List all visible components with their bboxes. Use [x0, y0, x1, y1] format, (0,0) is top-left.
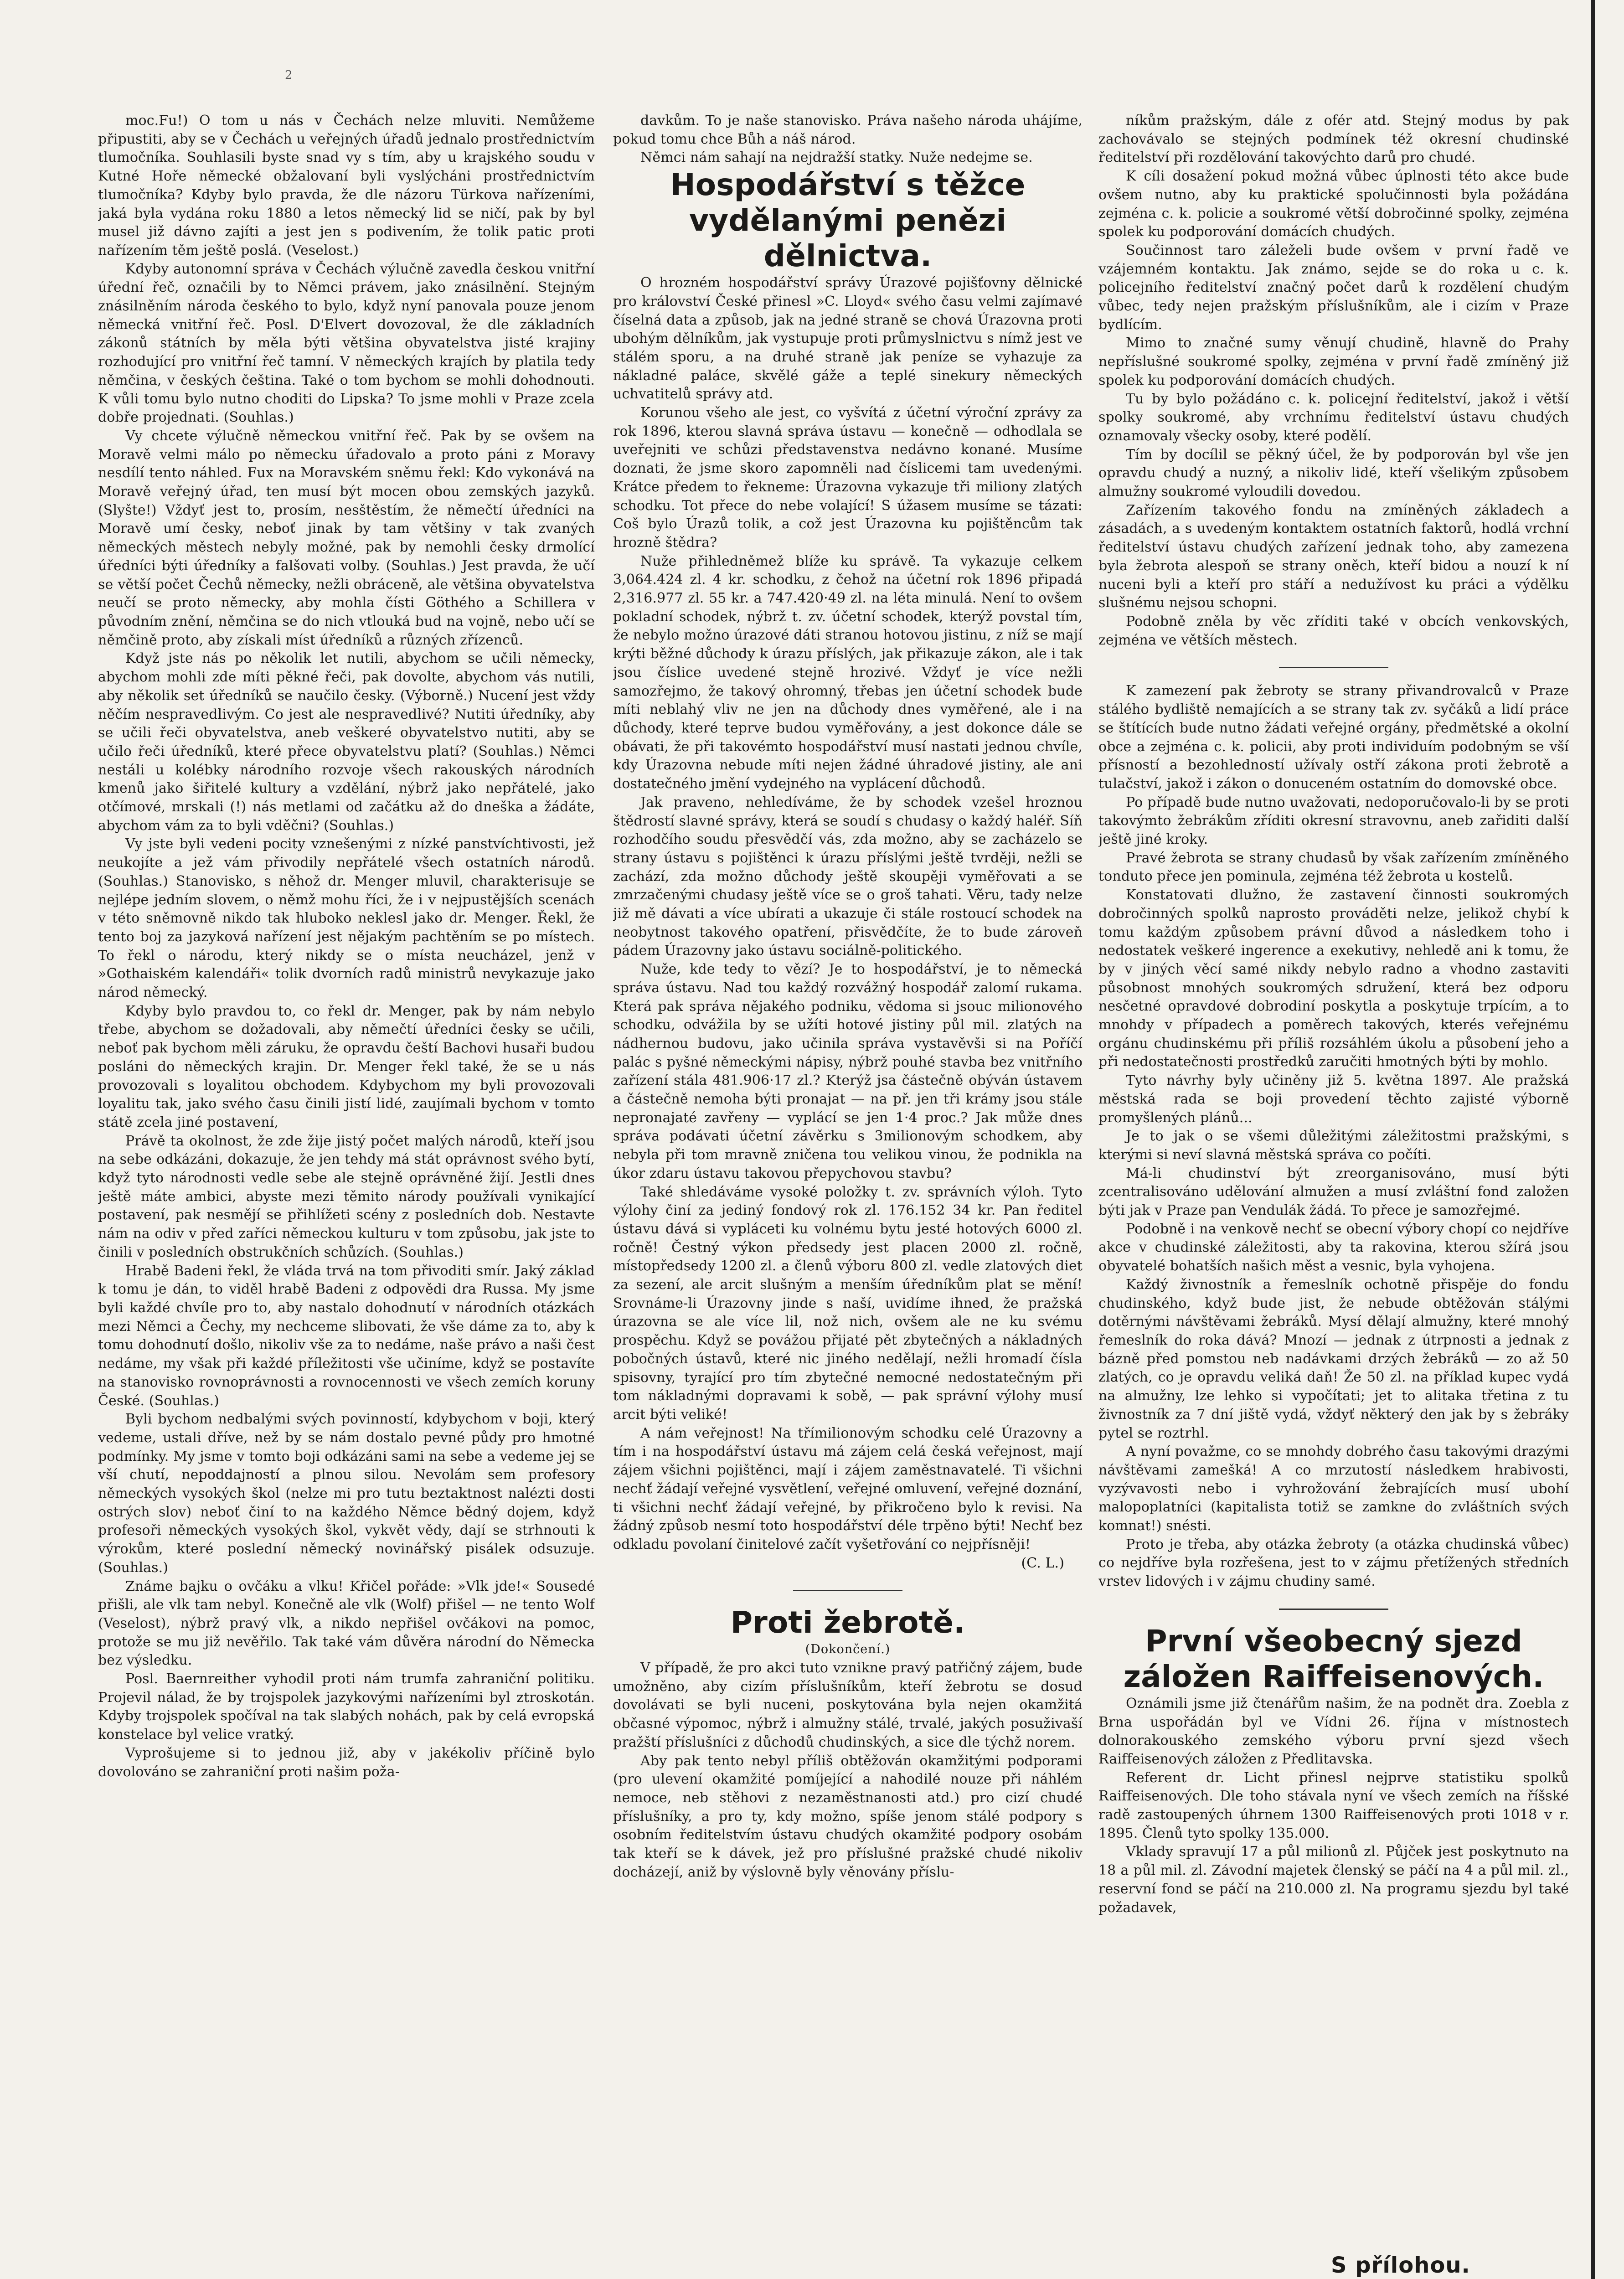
article-headline: Proti žebrotě. [730, 1605, 965, 1640]
paragraph: Také shledáváme vysoké položky t. zv. správních výloh. Tyto výlohy činí za jediný fondový rok zl. 176.152 34 kr. Pan ředitel ústavu dává si vypláceti ku volnému bytu jesté hotových 6000 zl. ročně! Čestný výkon předsedy jest placen 2000 zl. ročně, místopředsedy 1200 zl. a členů výboru 800 zl. vedle zlatových diet za sezení, ale arcit slušným a menším úředníkům plat se mění! Srovnáme-li Úrazovny jinde s naší, uvidíme ihned, že pražská úrazovna se ale více lil, nož nich, ovšem ale ne ku svému prospěchu. Když se povážou přijaté pět zbytečných a nákladných pobočných ústavů, které nic jiného nedělají, nežli hromadí čísla spisovny, tyrající pro tím zbytečné nemocné nedostatečným při tom nákladnými dopravami k sobě, — pak správní výlohy musí arcit býti veliké! [613, 1184, 1083, 1423]
paragraph: Mimo to značné sumy věnují chudině, hlavně do Prahy nepříslušné soukromé spolky, zejména v první řadě zmíněný již spolek ku podporování domácích chudých. [1098, 335, 1569, 388]
paragraph: Právě ta okolnost, že zde žije jistý počet malých národů, kteří jsou na sebe odkázáni, dokazuje, že jen tehdy má stát oprávnost svého bytí, když tyto národnosti vedle sebe ale stejně oprávněné žijí. Jestli dnes ještě máte ambici, abyste mezi těmito národy používali vynikající postavení, pak nesmějí se přihlížeti scény z posledních dob. Nestavte nám na odiv v před zaříci německou kulturu v tom způsobu, jak jste to činili v posledních obstrukčních schůzích. (Souhlas.) [98, 1133, 595, 1260]
article-signature: (C. L.) [1021, 1555, 1064, 1571]
paragraph: davkům. To je naše stanovisko. Práva našeho národa uhájíme, pokud tomu chce Bůh a náš národ. [613, 113, 1083, 147]
paragraph: Známe bajku o ovčáku a vlku! Křičel pořáde: »Vlk jde!« Sousedé přišli, ale vlk tam nebyl. Konečně ale vlk (Wolf) přišel — ne tento Wolf (Veselost), nýbrž pravý vlk, a nikdo nepřišel ovčákovi na pomoc, protože se mu již nevěřilo. Tak také vám důvěra národní do Německa bez výsledku. [98, 1578, 595, 1669]
paragraph: Tyto návrhy byly učiněny již 5. května 1897. Ale pražská městská rada se boji provedení těchto zajisté výborně promyšlených plánů... [1098, 1072, 1569, 1126]
paragraph: K cíli dosažení pokud možná vůbec úplnosti této akce bude ovšem nutno, aby ku praktické spolučinnosti byla požádána zejména c. k. policie a soukromé větší dobročinné spolky, zejména spolek ku podporování domácích chudých. [1098, 168, 1569, 240]
paragraph: Vyprošujeme si to jednou již, aby v jakékoliv příčině bylo dovolováno se zahraniční proti našim poža- [98, 1745, 595, 1780]
section-divider [1279, 1609, 1388, 1610]
paragraph: Součinnost taro záleželi bude ovšem v první řadě ve vzájemném kontaktu. Jak známo, sejde se do roka u c. k. policejního ředitelství značný počet darů k rozdělení chudým vůbec, tedy nejen pražským příslušníkům, ale i cizím v Praze bydlícím. [1098, 242, 1569, 333]
paragraph: Vy jste byli vedeni pocity vznešenými z nízké panstvíchtivosti, jež neukojíte a jež vám přivodily nepřátelé všech ostatních národů. (Souhlas.) Stanovisko, s něhož dr. Menger mluvil, charakterisuje se nejlépe jedním slovem, o němž mohu říci, že i v nejpustějších scenách v této sněmovně nikdo tak hluboko neklesl jako dr. Menger. Řekl, že tento boj za jazyková nařízení jest nějakým pachtěním se po místech. To řekl o národu, který nikdy se o místa neucházel, jenž v »Gothaiském kalendáři« tolik dvorních radů ministrů nevykazuje jako národ německý. [98, 836, 595, 1001]
paragraph: Pravé žebrota se strany chudasů by však zařízením zmíněného tonduto přece jen pominula, zejména též žebrota u kostelů. [1098, 850, 1569, 885]
paragraph: Každý živnostník a řemeslník ochotně přispěje do fondu chudinského, když bude jist, že nebude obtěžován stálými dotěrnými návštěvami žebráků. Mysí dělají almužny, které mnohý řemeslník do roka dává? Mnozí — jednak z útrpnosti a jednak z bázně před pomstou neb nadávkami drzých žebráků — zo až 50 zlatých, co je opravdu veliká daň! Že 50 zl. na příklad kupec vydá na almužny, lze lehko si vypočítati; jet to alitaka třetina z tu živnostník za 7 dní jiště vydá, vždyť některý den jak by s žebráky pytel se roztrhl. [1098, 1276, 1569, 1441]
paragraph: Vy chcete výlučně německou vnitřní řeč. Pak by se ovšem na Moravě velmi málo po německu úřadovalo a proto páni z Moravy nesdílí tento náhled. Fux na Moravském sněmu řekl: Kdo vykonává na Moravě veřejný úřad, ten musí být mocen obou zemských jazyků. (Slyšte!) Vždyť jest to, prosím, nesštěstím, že němečtí úředníci na Moravě umí česky, neboť jinak by tam většiny v tak zvaných německých městech nebyly možné, pak by nemohli česky drmolící úředníci býti úředníky a falšovati volby. (Souhlas.) Jest pravda, že učí se větší počet Čechů německy, nežli obráceně, ale většina obyvatelstva neučí se proto německy, aby mohla čísti Göthého a Schillera v původním znění, němčina se do nich vtlouká bud na vojně, nebo učí se němčině proto, aby získali míst úředníků a různých zřízenců. [98, 428, 595, 648]
paragraph: Konstatovati dlužno, že zastavení činnosti soukromých dobročinných spolků naprosto prováděti nelze, jelikož chybí k tomu každým způsobem právní důvod a následkem toho i nedostatek veškeré ingerence a exekutivy, nehledě ani k tomu, že by v jiných věcí samé nikdy nebylo radno a vhodno zastaviti působnost mnohých soukromých sdružení, která bez odporu nesčetné opravdové dobrodiní poskytla a poskytuje trpícím, a to mnohdy v případech a poměrech takových, kterés veřejnému orgánu chudinskému při příliš rozsáhlém úkolu a působení jeho a při nedostatečnosti prostředků zaručiti hmotných býti by mohlo. [1098, 887, 1569, 1070]
paragraph: moc.Fu!) O tom u nás v Čechách nelze mluviti. Nemůžeme připustiti, aby se v Čechách u veřejných úřadů jednalo prostřednictvím tlumočníka. Souhlasili byste snad vy s tím, aby u krajského soudu v Kutné Hoře německé obžalovaní byli vyslýcháni prostřednictvím tlumočníka? Kdyby bylo pravda, že dle názoru Türkova nařízeními, jaká byla vydána roku 1880 a letos německý lid se ničí, pak by byl musel již dávno zajíti a jest jen s podivením, že tolik patic proti nařízením těm ještě poslá. (Veselost.) [98, 113, 595, 258]
paragraph: Aby pak tento nebyl příliš obtěžován okamžitými podporami (pro ulevení okamžité pomíjející a nahodilé nouze při náhlém nemoce, neb stěhovi z nezaměstnanosti atd.) pro cizí chudé příslušníky, a pro ty, kdy možno, spíše jenom stálé podpory s osobním ředitelstvím ústavu chudých okamžité podpory osobám tak kteří se k dávek, jež pro příslušné pražské chudé nikoliv docházejí, aniž by výslovně byly věnovány příslu- [613, 1753, 1083, 1880]
paragraph: Podobně i na venkově nechť se obecní výbory chopí co nejdříve akce v chudinské záležitosti, aby ta rakovina, kterou sžírá jsou obyvatelé bohatších našich měst a vesnic, byla vyhojena. [1098, 1221, 1569, 1274]
paragraph: Hrabě Badeni řekl, že vláda trvá na tom přivoditi smír. Jaký základ k tomu je dán, to viděl hrabě Badeni z odpovědi dra Russa. My jsme byli každé chvíle pro to, aby nastalo dohodnutí v národních otázkách mezi Němci a Čechy, my nechceme slibovati, že vše dáme za to, aby k tomu dohodnutí došlo, nikoliv vše za to nedáme, naše právo a naši čest nedáme, my však při každé příležitosti vše učiníme, když se postavíte na stanovisko rovnoprávnosti a rovnocennosti ve všech zemích koruny České. (Souhlas.) [98, 1263, 595, 1409]
paragraph: níkům pražským, dále z ofér atd. Stejný modus by pak zachovávalo se stejných podmínek též okresní chudinské ředitelství při rozdělování takovýchto darů pro chudé. [1098, 113, 1569, 166]
paragraph: A nám veřejnost! Na třímilionovým schodku celé Úrazovny a tím i na hospodářství ústavu má zájem celá česká veřejnost, mají zájem všichni pojištěnci, mají i zájem zaměstnavatelé. Ti všichni nechť žádají veřejné vysvětlení, veřejné omluvení, veřejné doznání, ti všichni nechť žádají veřejné, by přikročeno bylo k revisi. Na žádný způsob nesmí toto hospodářství déle trpěno býti! Nechť bez odkladu povolaní činitelové začít vyšetřování co nejpřísněji! [613, 1425, 1083, 1552]
column-1 [98, 112, 595, 2204]
paragraph: Jak praveno, nehledíváme, že by schodek vzešel hroznou štědrostí slavné správy, která se soudí s chudasy o každý haléř. Síň rozhodčího soudu přesvědčí vás, zda možno, aby se zacházelo se strany ústavu s pojištěnci k úrazu příslými ještě tvrději, nežli se zachází, zda možno důchody ještě skoupěji vyměřovati a se zmrzačenými chudasy ještě více se o groš tahati. Věru, tady nelze již mě dávati a více ubírati a ukazuje či stále rostoucí schodek na neobytnost takového opatření, přisvědčíte, že to bude zároveň pádem Úrazovny jako ústavu sociálně-politického. [613, 794, 1083, 959]
paragraph: Má-li chudinství být zreorganisováno, musí býti zcentralisováno udělování almužen a musí zvláštní fond založen býti jak v Praze pan Vendulák žádá. To přece je samozřejmé. [1098, 1165, 1569, 1219]
paragraph: K zamezení pak žebroty se strany přivandrovalců v Praze stálého bydliště nemajících a se strany tak zv. syčáků a lidí práce se štítících bude nutno žádati veřejné orgány, předmětské a okolní obce a zejména c. k. policii, aby proti individuím podobným se vší přísností a bezohledností užívaly ostří zákona proti žebrotě a tulačství, jakož i zákon o donuceném ostatním do domovské obce. [1098, 683, 1569, 792]
paragraph: Je to jak o se všemi důležitými záležitostmi pražskými, s kterými si neví slavná městská správa co počíti. [1098, 1128, 1569, 1163]
paragraph: Zařízením takového fondu na zmíněných základech a zásadách, a s uvedeným kontaktem ostatních faktorů, hodlá vrchní ředitelství ústavu chudých zařízení jednak toho, aby zamezena byla žebrota alespoň se strany oněch, kteří bidou a nouzí k ní nuceni byli a kteří pro stáří a nedužívost ku práci a výdělku slušnému nejsou schopni. [1098, 502, 1569, 611]
paragraph: Tu by bylo požádáno c. k. policejní ředitelství, jakož i větší spolky soukromé, aby vrchnímu ředitelství ústavu chudých oznamovaly všecky osoby, které podělí. [1098, 391, 1569, 444]
paragraph: Vklady spravují 17 a půl milionů zl. Půjček jest poskytnuto na 18 a půl mil. zl. Závodní majetek členský se páčí na 4 a půl mil. zl., reservní fond se páčí na 210.000 zl. Na programu sjezdu byl také požadavek, [1098, 1844, 1569, 1916]
supplement-note: S přílohou. [1331, 2253, 1470, 2278]
paragraph: Byli bychom nedbalými svých povinností, kdybychom v boji, který vedeme, ustali dříve, než by se nám dostalo pevné půdy pro hmotné podmínky. My jsme v tomto boji odkázáni sami na sebe a vedeme jej se vší chutí, nepoddajností a plnou silou. Nevolám sem profesory německých vysokých škol (nelze mi pro tutu beztaktnost nalézti dosti ostrých slov) neboť činí to na každého Němce bědný dojem, když profesoři německých vysokých škol, vykvět vědy, dají se strhnouti k výrokům, které poslední německý novinářský pisálek odsuzuje. (Souhlas.) [98, 1411, 595, 1576]
paragraph: Kdyby autonomní správa v Čechách výlučně zavedla českou vnitřní úřední řeč, označili by to Němci právem, jako znásilnění. Stejným znásilněním národa českého to bylo, když nyní panovala pouze jenom německá vnitřní řeč. Posl. D'Elvert dovozoval, že dle základních zákonů státních by měla býti většina obyvatelstva jisté krajiny rozhodující pro vnitřní řeč tamní. V německých krajích by platila tedy němčina, v českých čeština. Také o tom bychom se mohli dohodnouti. K vůli tomu bylo nutno choditi do Lipska? To jsme mohli v Praze zcela dobře projednati. (Souhlas.) [98, 261, 595, 426]
section-divider [1279, 667, 1388, 668]
column-2 [613, 112, 1083, 2279]
paragraph: Podobně zněla by věc zříditi také v obcích venkovských, zejména ve větších městech. [1098, 613, 1569, 648]
paragraph: Referent dr. Licht přinesl nejprve statistiku spolků Raiffeisenových. Dle toho stávala nyní ve všech zemích na říšské radě zastoupených úhrnem 1300 Raiffeisenových proti 1018 v r. 1895. Členů tyto spolky 135.000. [1098, 1769, 1569, 1841]
paragraph: Proto je třeba, aby otázka žebroty (a otázka chudinská vůbec) co nejdříve byla rozřešena, jest to v zájmu přetížených středních vrstev lidových i v zájmu chudiny samé. [1098, 1536, 1569, 1590]
page-edge-rule [1591, 0, 1595, 2279]
section-divider [793, 1590, 902, 1591]
article-headline: Hospodářství s těžce vydělanými penězi dělnictva. [670, 167, 1026, 274]
paragraph: Korunou všeho ale jest, co vyšvítá z účetní výroční zprávy za rok 1896, kterou slavná správa ústavu — konečně — odhodlala se uveřejniti ve schůzi představenstva nedávno konané. Musíme doznati, že jsme skoro zapomněli nad číslicemi tam uvedenými. Krátce předem to řekneme: Úrazovna vykazuje tři miliony zlatých schodku. Tot přece do nebe volající! S úžasem musíme se tázati: Coš bylo Úrazů tolik, a což jest Úrazovna ku pojištěncům tak hrozně štědra? [613, 405, 1083, 551]
paragraph: Po případě bude nutno uvažovati, nedoporučovalo-li by se proti takovýmto žebrákům zříditi okresní stravovnu, aneb zařiditi další ještě jiné kroky. [1098, 794, 1569, 848]
page-folio: 2 [285, 68, 293, 82]
paragraph: O hrozném hospodářství správy Úrazové pojišťovny dělnické pro království České přinesl »C. Lloyd« svého času velmi zajímavé číselná data a způsob, jak na jedné straně se chová Úrazovna proti ubohým dělníkům, jak vystupuje proti průmyslnictvu s nímž jest ve stálém sporu, a na druhé straně jak peníze se vyhazuje za nákladné paláce, skvělé gáže a teplé sinekury německých uchvatitelů správy atd. [613, 275, 1083, 402]
article-subheading: (Dokončení.) [805, 1642, 891, 1657]
paragraph: Oznámili jsme již čtenářům našim, že na podnět dra. Zoebla z Brna uspořádán byl ve Vídni 26. října v místnostech dolnorakouského zemského výboru první sjezd všech Raiffeisenových záložen z Předlitavska. [1098, 1695, 1569, 1767]
paragraph: Když jste nás po několik let nutili, abychom se učili německy, abychom mohli zde míti pěkné řeči, pak dovolte, abychom vás nutili, aby několik set úředníků se naučilo česky. (Výborně.) Nucení jest vždy něčím nespravedlivým. Co jest ale nespravedlivé? Nutiti úředníky, aby se učili řeči obyvatelstva, aneb veškeré obyvatelstvo nutiti, aby se učilo řeči úředníků, které přece obyvatelstvu platí? (Souhlas.) Němci nestáli u kolébky národního rozvoje všech rakouských národních kmenů jako šiřitelé kultury a vzdělání, nýbrž jako nepřátelé, jako otčímové, mrskali (!) nás metlami od začátku až do dneška a žádáte, abychom vám za to byli vděčni? (Souhlas.) [98, 650, 595, 834]
paragraph: Kdyby bylo pravdou to, co řekl dr. Menger, pak by nám nebylo třebe, abychom se dožadovali, aby němečtí úředníci česky se učili, neboť pak bychom měli záruku, že opravdu čeští Bachovi husaři budou posláni do německých krajin. Dr. Menger řekl také, že se u nás provozovali s loyalitou obchodem. Kdybychom my byli provozovali loyalitu tak, jako svého času činili jistí lidé, zaujímali bychom v tomto státě zcela jiné postavení, [98, 1003, 595, 1130]
article-headline: První všeobecný sjezd záložen Raiffeisenových. [1123, 1623, 1544, 1694]
paragraph: V případě, že pro akci tuto vznikne pravý patřičný zájem, bude umožněno, aby cizím příslušníkům, kteří žebrotu se dosud dovolávati se byli nuceni, poskytována byla nejen okamžitá občasné výpomoc, nýbrž i almužny stálé, trvalé, jakých posuživaší pražští příslušníci z důchodů chudinských, a sice dle týchž norem. [613, 1660, 1083, 1750]
paragraph: Němci nám sahají na nejdražší statky. Nuže nedejme se. [640, 150, 1033, 166]
paragraph: Nuže, kde tedy to vězí? Je to hospodářství, je to německá správa ústavu. Nad tou každý rozvážný hospodář zalomí rukama. Která pak správa nějakého podniku, vědoma si jsouc milionového schodku, odvážila by se užíti hotové jistiny půl mil. zlatých na nádhernou budovu, jako učinila správa vystavěvši si na Poříčí palác s pyšné německými nápisy, nýbrž pouhé stavba bez vnitřního zařízení stála 481.906·17 zl.? Kterýž jsa částečně obýván ústavem a částečně nemoha býti pronajat — na př. jen tři krámy jsou stále nepronajaté zavřeny — vyplácí se jen 1·4 proc.? Jak může dnes správa podávati účetní závěrku s 3milionovým schodkem, aby nebyla při tom mravně zničena tou velikou vinou, že podnikla na úkor zdaru ústavu takovou přepychovou stavbu? [613, 961, 1083, 1181]
column-3 [1098, 112, 1569, 2252]
paragraph: A nyní považme, co se mnohdy dobrého času takovými drazými návštěvami zamešká! A co mrzutostí následkem hrabivosti, vyzývavosti nebo i vyhrožování žebrajících musí ubohí malopoplatníci (kapitalista totiž se zamkne do zvláštních svých komnat!) snésti. [1098, 1444, 1569, 1534]
paragraph: Nuže přihledněmež blíže ku správě. Ta vykazuje celkem 3,064.424 zl. 4 kr. schodku, z čehož na účetní rok 1896 připadá 2,316.977 zl. 55 kr. a 747.420·49 zl. na léta minulá. Není to ovšem pokladní schodek, nýbrž t. zv. účetní schodek, kterýž povstal tím, že nebylo možno úrazové dáti stranou hotovou jistinu, z níž se mají krýti běžné důchody k úrazu příslých, jak přikazuje zákon, ale i tak jsou číslice uvedené stejně hrozivé. Vždyť je více nežli samozřejmo, že takový ohromný, třebas jen účetní schodek bude míti neblahý vliv ne jen na důchody dnes vyměřené, ale i na důchody, které teprve budou vyměřovány, a jest dokonce dále se obávati, že při takovémto hospodářství musí nastati jednou chvíle, kdy Úrazovna nebude míti nejen žádné úhradové jistiny, ale ani dostatečného jmění vydejného na vyplácení důchodů. [613, 553, 1083, 792]
paragraph: Posl. Baernreither vyhodil proti nám trumfa zahraniční politiku. Projevil nálad, že by trojspolek jazykovými nařízeními byl ztroskotán. Kdyby trojspolek spočíval na tak slabých nohách, pak by celá evropská konstelace byl velice vratký. [98, 1671, 595, 1743]
paragraph: Tím by docílil se pěkný účel, že by podporován byl vše jen opravdu chudý a nuzný, a nikoliv lidé, kteří všelikým způsobem almužny soukromé vyloudili dovedou. [1098, 446, 1569, 500]
